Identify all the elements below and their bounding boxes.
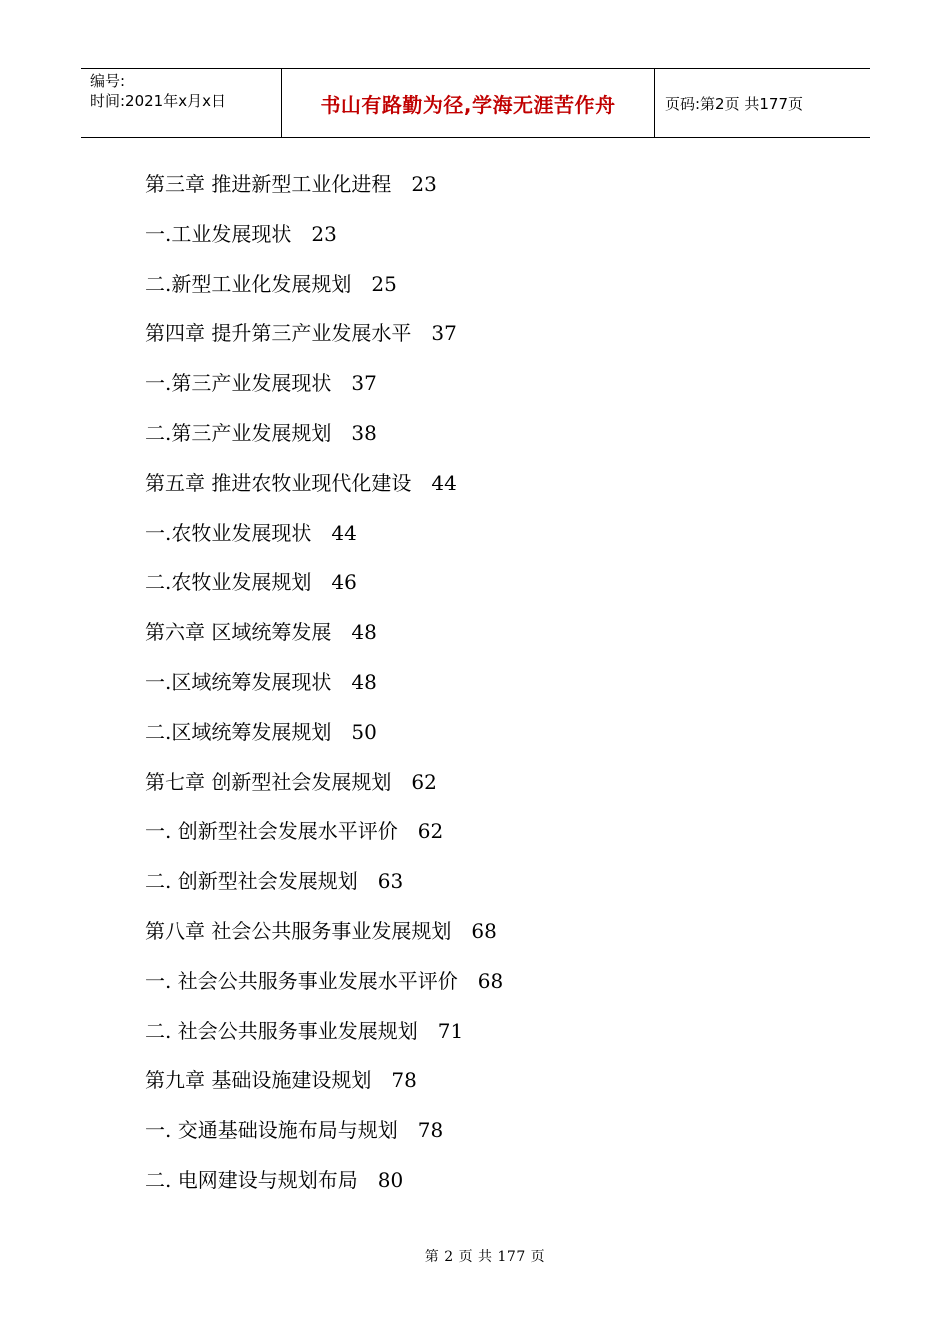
toc-entry-page: 50 xyxy=(351,719,377,744)
toc-entry xyxy=(145,515,845,565)
toc-entry xyxy=(145,813,845,863)
toc-entry xyxy=(145,714,845,764)
toc-entry-page: 68 xyxy=(477,968,504,993)
document-number-label: 编号: xyxy=(90,72,126,90)
toc-entry xyxy=(145,1112,845,1162)
toc-entry xyxy=(145,365,845,415)
header-page-info: 页码:第2页 共177页 xyxy=(665,94,803,113)
toc-entry-title: 二. 社会公共服务事业发展规划 xyxy=(145,1018,418,1043)
toc-entry-page: 62 xyxy=(417,819,444,844)
toc-entry-page: 71 xyxy=(437,1018,464,1043)
toc-entry xyxy=(145,1162,845,1212)
toc-entry xyxy=(145,216,845,266)
toc-entry xyxy=(145,1062,845,1112)
toc-entry xyxy=(145,963,845,1013)
toc-entry-title: 一.区域统筹发展现状 xyxy=(145,669,332,694)
toc-entry-title: 第八章 社会公共服务事业发展规划 xyxy=(145,918,452,943)
toc-entry-title: 一.第三产业发展现状 xyxy=(145,371,332,396)
toc-entry-page: 44 xyxy=(331,520,357,545)
document-time-label: 时间:2021年x月x日 xyxy=(90,92,226,110)
toc-entry-title: 一.工业发展现状 xyxy=(145,221,292,246)
toc-entry-title: 二. 创新型社会发展规划 xyxy=(145,869,358,894)
toc-entry-page: 63 xyxy=(377,869,404,894)
toc-entry xyxy=(145,465,845,515)
header-motto: 书山有路勤为径,学海无涯苦作舟 xyxy=(320,92,616,117)
toc-entry xyxy=(145,614,845,664)
toc-entry xyxy=(145,1013,845,1063)
toc-entry-title: 一. 交通基础设施布局与规划 xyxy=(145,1118,398,1143)
toc-entry-page: 78 xyxy=(391,1068,417,1093)
toc-entry-title: 第九章 基础设施建设规划 xyxy=(145,1068,372,1093)
toc-entry-page: 48 xyxy=(351,620,377,645)
toc-entry xyxy=(145,863,845,913)
toc-entry xyxy=(145,166,845,216)
toc-entry-title: 二.第三产业发展规划 xyxy=(145,420,332,445)
toc-entry-title: 二.新型工业化发展规划 xyxy=(145,271,352,296)
toc-entry-title: 第五章 推进农牧业现代化建设 xyxy=(145,470,412,495)
toc-entry xyxy=(145,913,845,963)
toc-entry-title: 二.区域统筹发展规划 xyxy=(145,719,332,744)
toc-entry xyxy=(145,266,845,316)
toc-entry-page: 37 xyxy=(351,371,377,396)
toc-entry xyxy=(145,315,845,365)
toc-entry-page: 80 xyxy=(377,1167,404,1192)
toc-entry-title: 第四章 提升第三产业发展水平 xyxy=(145,321,412,346)
toc-entry-title: 二.农牧业发展规划 xyxy=(145,570,312,595)
toc-entry xyxy=(145,764,845,814)
toc-entry-page: 48 xyxy=(351,669,377,694)
toc-entry-title: 一. 创新型社会发展水平评价 xyxy=(145,819,398,844)
toc-entry-page: 44 xyxy=(431,470,457,495)
toc-entry-title: 一. 社会公共服务事业发展水平评价 xyxy=(145,968,458,993)
page-header xyxy=(81,68,870,138)
toc-entry xyxy=(145,664,845,714)
toc-entry-title: 一.农牧业发展现状 xyxy=(145,520,312,545)
toc-entry xyxy=(145,564,845,614)
header-meta-cell xyxy=(81,69,282,137)
toc-entry xyxy=(145,415,845,465)
toc-entry-page: 78 xyxy=(417,1118,444,1143)
toc-entry-page: 68 xyxy=(471,918,497,943)
header-motto-cell xyxy=(282,69,655,137)
toc-entry-title: 第三章 推进新型工业化进程 xyxy=(145,172,392,196)
toc-entry-page: 38 xyxy=(351,420,377,445)
toc-entry-title: 第六章 区域统筹发展 xyxy=(145,620,332,645)
toc-entry-title: 第七章 创新型社会发展规划 xyxy=(145,769,392,794)
toc-entry-page: 25 xyxy=(371,271,397,296)
toc-entry-page: 62 xyxy=(411,769,437,794)
table-of-contents xyxy=(145,166,845,1212)
page-footer: 第 2 页 共 177 页 xyxy=(424,1249,546,1265)
toc-entry-page: 23 xyxy=(311,221,337,246)
toc-entry-title: 二. 电网建设与规划布局 xyxy=(145,1167,358,1192)
header-page-cell xyxy=(655,69,870,137)
toc-entry-page: 23 xyxy=(411,172,437,196)
toc-entry-page: 46 xyxy=(331,570,357,595)
toc-entry-page: 37 xyxy=(431,321,457,346)
